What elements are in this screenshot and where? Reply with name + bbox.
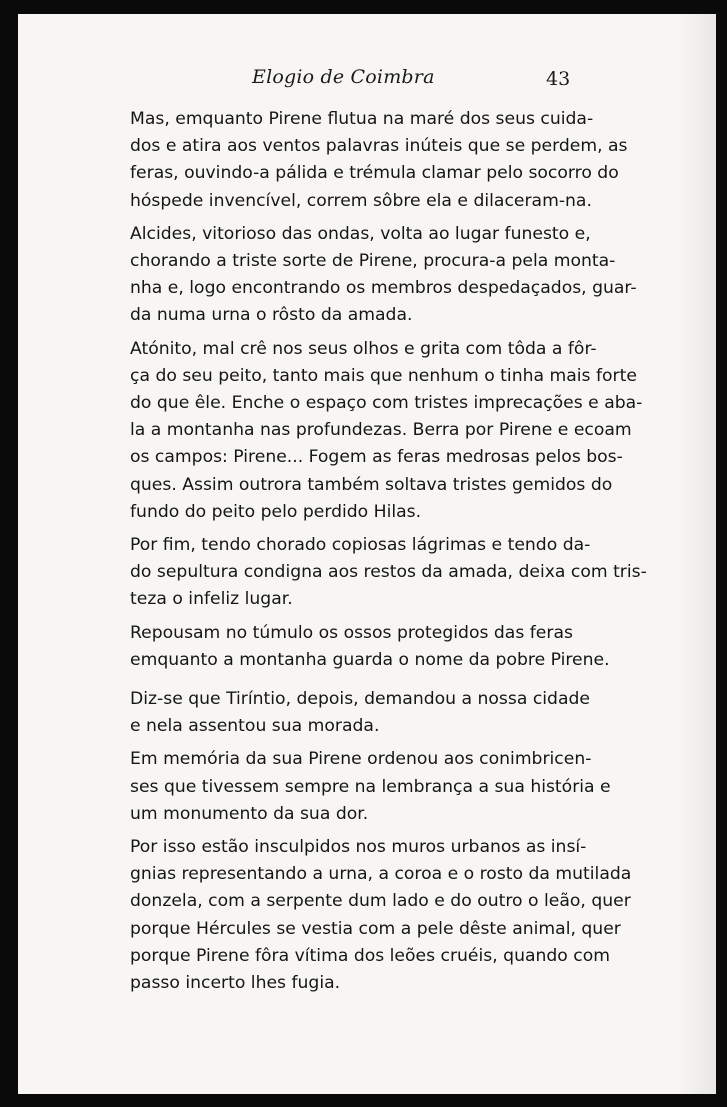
book-page bbox=[18, 14, 716, 1094]
text-line: nha e, logo encontrando os membros despedaçados, guar- bbox=[130, 278, 637, 299]
running-title: Elogio de Coimbra bbox=[252, 66, 435, 88]
text-line: Mas, emquanto Pirene flutua na maré dos seus cuida- bbox=[130, 109, 594, 129]
text-line: teza o infeliz lugar. bbox=[130, 589, 293, 610]
text-line: la a montanha nas profundezas. Berra por Pirene e ecoam bbox=[130, 420, 632, 441]
text-line: ses que tivessem sempre na lembrança a sua história e bbox=[130, 776, 611, 797]
text-line: do que êle. Enche o espaço com tristes imprecações e aba- bbox=[130, 393, 643, 414]
text-line: do sepultura condigna aos restos da amada, deixa com tris- bbox=[130, 562, 647, 583]
paragraph bbox=[94, 106, 628, 215]
text-line: hóspede invencível, correm sôbre ela e dilaceram-na. bbox=[130, 190, 592, 211]
paragraph bbox=[94, 746, 611, 828]
running-head bbox=[18, 66, 716, 94]
text-line: ça do seu peito, tanto mais que nenhum o tinha mais forte bbox=[130, 365, 637, 386]
paragraph bbox=[94, 620, 610, 674]
paragraph bbox=[94, 336, 643, 526]
text-line: porque Pirene fôra vítima dos leões cruéis, quando com bbox=[130, 945, 610, 966]
paragraph bbox=[94, 532, 647, 614]
text-line: Em memória da sua Pirene ordenou aos conimbricen- bbox=[130, 749, 592, 770]
text-line: e nela assentou sua morada. bbox=[130, 716, 380, 737]
text-line: passo incerto lhes fugia. bbox=[130, 973, 341, 994]
text-line: porque Hércules se vestia com a pele dêste animal, quer bbox=[130, 918, 621, 939]
paragraph bbox=[94, 834, 632, 997]
text-line: Por isso estão insculpidos nos muros urbanos as insí- bbox=[130, 837, 587, 858]
text-line: Repousam no túmulo os ossos protegidos das feras bbox=[130, 622, 573, 643]
text-line: ques. Assim outrora também soltava tristes gemidos do bbox=[130, 474, 613, 495]
paragraph bbox=[94, 221, 637, 330]
paragraph bbox=[94, 686, 590, 740]
text-line: Por fim, tendo chorado copiosas lágrimas e tendo da- bbox=[130, 535, 591, 556]
text-line: da numa urna o rôsto da amada. bbox=[130, 305, 413, 326]
text-line: feras, ouvindo-a pálida e trémula clamar pelo socorro do bbox=[130, 163, 619, 184]
text-line: gnias representando a urna, a coroa e o rosto da mutilada bbox=[130, 864, 632, 885]
page-number: 43 bbox=[546, 68, 571, 90]
text-line: fundo do peito pelo perdido Hilas. bbox=[130, 501, 422, 522]
text-line: Alcides, vitorioso das ondas, volta ao lugar funesto e, bbox=[130, 223, 591, 244]
text-line: chorando a triste sorte de Pirene, procura-a pela monta- bbox=[130, 251, 616, 272]
text-line: dos e atira aos ventos palavras inúteis que se perdem, as bbox=[130, 136, 628, 157]
text-line: donzela, com a serpente dum lado e do outro o leão, quer bbox=[130, 891, 631, 912]
body-text bbox=[94, 106, 647, 1003]
text-line: Atónito, mal crê nos seus olhos e grita com tôda a fôr- bbox=[130, 338, 597, 359]
text-line: Diz-se que Tiríntio, depois, demandou a nossa cidade bbox=[130, 689, 590, 710]
text-line: os campos: Pirene... Fogem as feras medrosas pelos bos- bbox=[130, 447, 623, 468]
text-line: um monumento da sua dor. bbox=[130, 803, 369, 824]
text-line: emquanto a montanha guarda o nome da pobre Pirene. bbox=[130, 649, 610, 670]
